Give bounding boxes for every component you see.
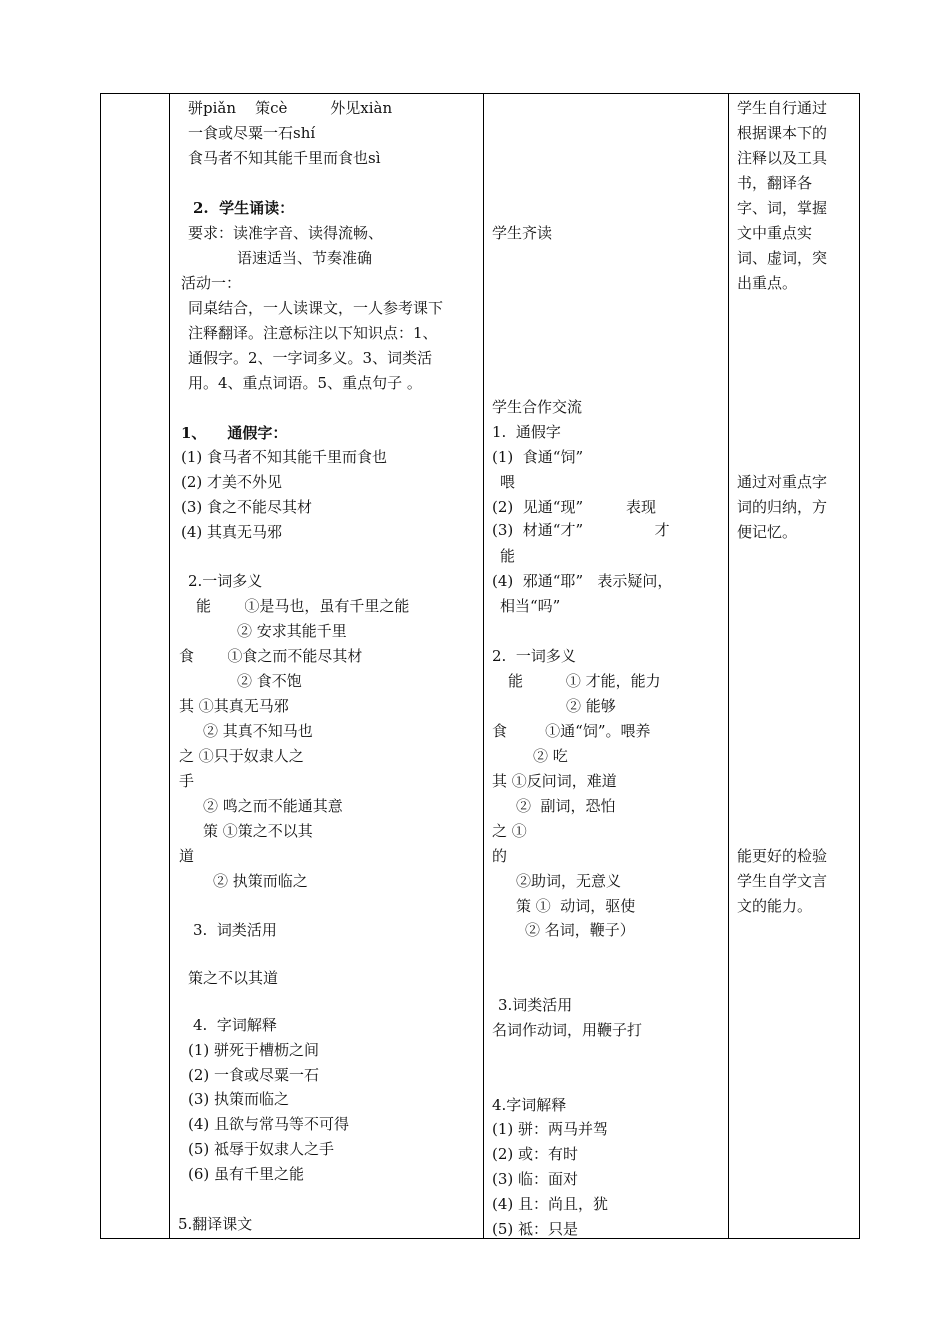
- col4-line: 文中重点实: [737, 224, 813, 242]
- col3-line: 3.词类活用: [498, 996, 573, 1014]
- col3-line: 其 ①反问词，难道: [492, 772, 617, 790]
- col2-line: 能 ①是马也，虽有千里之能: [196, 597, 410, 615]
- col3-line: (4) 且：尚且，犹: [492, 1195, 609, 1213]
- col2-line: (3) 食之不能尽其材: [181, 498, 313, 516]
- col2-line: (6) 虽有千里之能: [188, 1165, 305, 1183]
- col2-line: 骈piǎn 策cè 外见xiàn: [188, 99, 393, 117]
- col3-line: 能: [500, 547, 516, 565]
- col2-line: 策 ①策之不以其: [203, 822, 313, 840]
- col2-line: (5) 祗辱于奴隶人之手: [188, 1140, 335, 1158]
- col2-line: ② 安求其能千里: [237, 622, 347, 640]
- col2-line: ② 鸣之而不能通其意: [203, 797, 343, 815]
- col4-line: 词、虚词，突: [737, 249, 828, 267]
- col2-line: 策之不以其道: [188, 969, 279, 987]
- col2-line: 4. 字词解释: [193, 1016, 277, 1034]
- col3-line: 1. 通假字: [492, 423, 561, 441]
- col3-line: (2) 见通“现” 表现: [492, 498, 657, 516]
- col2-line: (1) 骈死于槽枥之间: [188, 1041, 320, 1059]
- col4-line: 出重点。: [737, 274, 798, 292]
- col2-line: (1) 食马者不知其能千里而食也: [181, 448, 388, 466]
- col3-line: 名词作动词，用鞭子打: [492, 1021, 643, 1039]
- col2-line: ② 执策而临之: [213, 872, 308, 890]
- col2-line: 5.翻译课文: [178, 1215, 253, 1233]
- col4-line: 字、词，掌握: [737, 199, 828, 217]
- col3-line: ② 能够: [566, 697, 616, 715]
- col3-line: 能 ① 才能，能力: [508, 672, 661, 690]
- col2-line: ② 其真不知马也: [203, 722, 313, 740]
- col3-line: ②助词，无意义: [516, 872, 622, 890]
- col4-line: 学生自行通过: [737, 99, 828, 117]
- col2-line: 道: [179, 847, 195, 865]
- col4-line: 能更好的检验: [737, 847, 828, 865]
- col4-line: 通过对重点字: [737, 473, 828, 491]
- col3-line: 喂: [500, 473, 516, 491]
- col2-line: 要求：读准字音、读得流畅、: [188, 224, 384, 242]
- col3-line: ② 吃: [533, 747, 568, 765]
- col2-line: 其 ①其真无马邪: [179, 697, 289, 715]
- col3-line: (3) 材通“才” 才: [492, 521, 670, 539]
- column-divider-1: [169, 94, 170, 1238]
- column-divider-3: [728, 94, 729, 1238]
- col2-line: 之 ①只于奴隶人之: [179, 747, 304, 765]
- col2-line: 食 ①食之而不能尽其材: [179, 647, 363, 665]
- col2-line: 2. 学生诵读：: [193, 199, 295, 217]
- col3-line: 相当“吗”: [500, 597, 561, 615]
- col2-line: 用。4、重点词语。5、重点句子 。: [188, 374, 422, 392]
- col3-line: 食 ①通“饲”。喂养: [492, 722, 651, 740]
- col2-line: 手: [179, 772, 195, 790]
- col3-line: (1) 食通“饲”: [492, 448, 584, 466]
- col3-line: (1) 骈：两马并驾: [492, 1120, 609, 1138]
- col2-line: (3) 执策而临之: [188, 1090, 290, 1108]
- col4-line: 文的能力。: [737, 897, 813, 915]
- col3-line: 之 ①: [492, 822, 527, 840]
- col3-line: 学生合作交流: [492, 398, 583, 416]
- col2-line: 通假字。2、一字词多义。3、词类活: [188, 349, 433, 367]
- col2-line: 食马者不知其能千里而食也sì: [188, 149, 381, 167]
- col2-line: (4) 其真无马邪: [181, 523, 283, 541]
- col2-line: 1、 通假字：: [181, 424, 288, 442]
- col2-line: 注释翻译。注意标注以下知识点：1、: [188, 324, 438, 342]
- col4-line: 学生自学文言: [737, 872, 828, 890]
- col3-line: 策 ① 动词，驱使: [516, 897, 636, 915]
- col2-line: 活动一：: [181, 274, 242, 292]
- col3-line: 4.字词解释: [492, 1096, 567, 1114]
- col3-line: 的: [492, 847, 508, 865]
- col3-line: 学生齐读: [492, 224, 553, 242]
- col4-line: 根据课本下的: [737, 124, 828, 142]
- col3-line: (5) 祗：只是: [492, 1220, 579, 1238]
- col2-line: (4) 且欲与常马等不可得: [188, 1115, 350, 1133]
- col4-line: 书，翻译各: [737, 174, 813, 192]
- col2-line: ② 食不饱: [237, 672, 302, 690]
- col2-line: 语速适当、节奏准确: [237, 249, 373, 267]
- col2-line: 2.一词多义: [188, 572, 263, 590]
- col3-line: ② 名词，鞭子）: [525, 921, 635, 939]
- col3-line: (4) 邪通“耶” 表示疑问，: [492, 572, 673, 590]
- col4-line: 注释以及工具: [737, 149, 828, 167]
- col3-line: 2. 一词多义: [492, 647, 576, 665]
- col2-line: 3. 词类活用: [193, 921, 277, 939]
- col2-line: (2) 一食或尽粟一石: [188, 1066, 320, 1084]
- col2-line: 一食或尽粟一石shí: [188, 124, 316, 142]
- col3-line: (3) 临：面对: [492, 1170, 579, 1188]
- col4-line: 词的归纳，方: [737, 498, 828, 516]
- column-divider-2: [483, 94, 484, 1238]
- col2-line: 同桌结合，一人读课文，一人参考课下: [188, 299, 444, 317]
- col3-line: ② 副词，恐怕: [516, 797, 616, 815]
- col2-line: (2) 才美不外见: [181, 473, 283, 491]
- col4-line: 便记忆。: [737, 523, 798, 541]
- col3-line: (2) 或：有时: [492, 1145, 579, 1163]
